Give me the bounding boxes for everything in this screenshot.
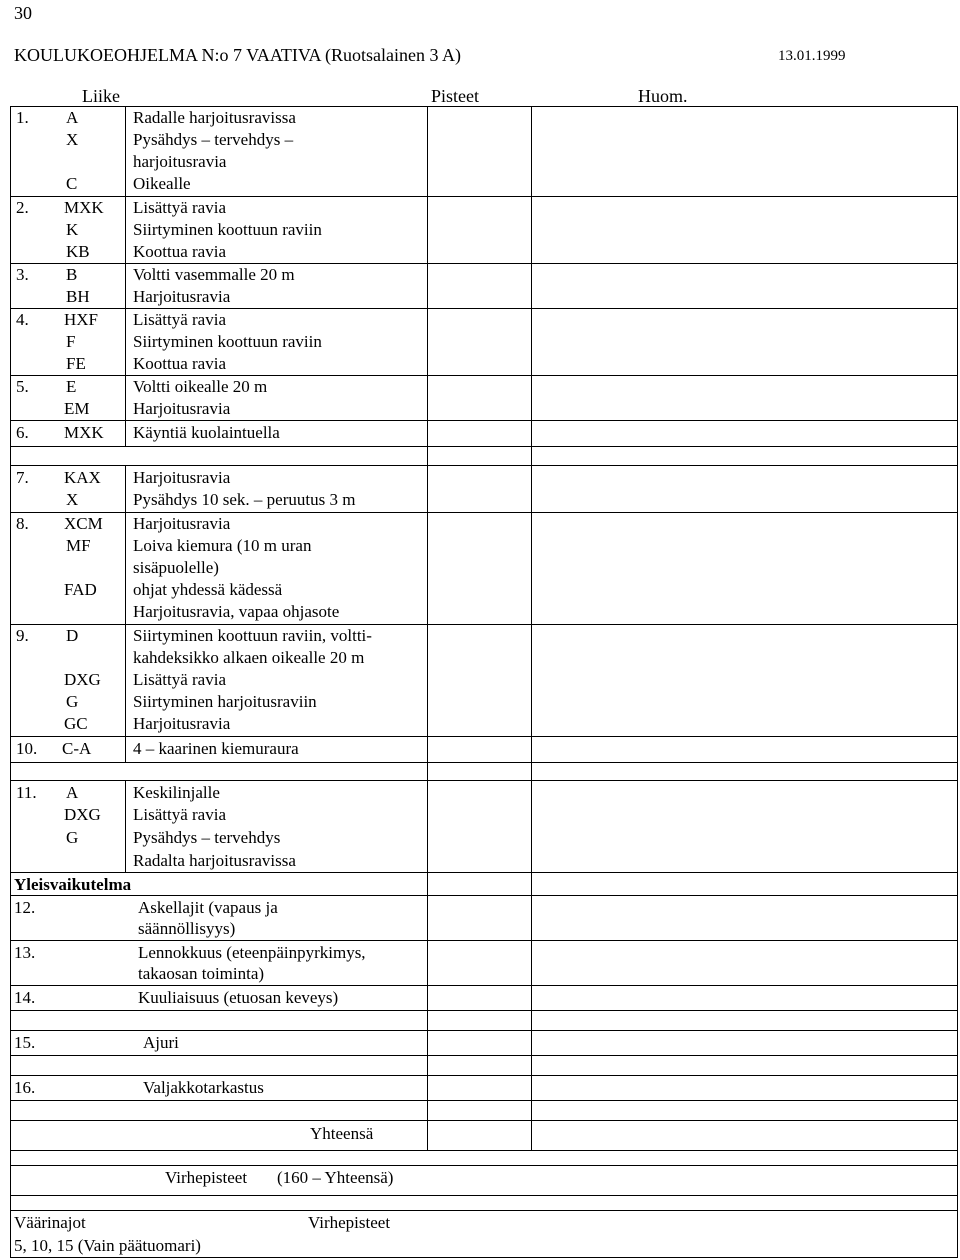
row-letter: K <box>66 220 79 239</box>
movement-text: harjoitusravia <box>133 152 227 171</box>
row-letter: B <box>66 265 78 284</box>
movement-text: Siirtyminen koottuun raviin <box>133 220 322 239</box>
row-letter: MXK <box>64 198 104 217</box>
row-letter: HXF <box>64 310 99 329</box>
row-letter: D <box>66 626 79 645</box>
row-number: 11. <box>16 783 37 802</box>
row-letter: A <box>66 108 79 127</box>
row-letter: XCM <box>64 514 103 533</box>
item-text: Askellajit (vapaus ja <box>138 898 278 917</box>
row-letter: A <box>66 783 79 802</box>
item-text: Ajuri <box>143 1033 179 1052</box>
row-letter: GC <box>64 714 88 733</box>
row-number: 7. <box>16 468 29 487</box>
row-number: 5. <box>16 377 29 396</box>
movement-text: Lisättyä ravia <box>133 310 226 329</box>
row-number: 2. <box>16 198 29 217</box>
max-score-note: (160 – Yhteensä) <box>277 1168 394 1187</box>
row-letter: FAD <box>64 580 97 599</box>
item-number: 12. <box>14 898 36 917</box>
movement-text: Pysähdys – tervehdys – <box>133 130 294 149</box>
movement-text: Harjoitusravia <box>133 399 231 418</box>
item-number: 14. <box>14 988 36 1007</box>
column-header-pisteet: Pisteet <box>431 86 479 106</box>
row-letter: C-A <box>62 739 92 758</box>
general-impression-heading: Yleisvaikutelma <box>14 875 132 894</box>
movement-text: Voltti oikealle 20 m <box>133 377 268 396</box>
row-letter: F <box>66 332 76 351</box>
row-letter: KB <box>66 242 90 261</box>
row-letter: G <box>66 828 79 847</box>
row-number: 3. <box>16 265 29 284</box>
movement-text: Radalta harjoitusravissa <box>133 851 296 870</box>
column-header-liike: Liike <box>82 86 120 106</box>
movement-text: sisäpuolelle) <box>133 558 219 577</box>
row-number: 8. <box>16 514 29 533</box>
wrong-course-label: Väärinajot <box>14 1213 86 1232</box>
item-number: 16. <box>14 1078 36 1097</box>
movement-text: Harjoitusravia, vapaa ohjasote <box>133 602 340 621</box>
page-number: 30 <box>14 3 32 23</box>
movement-text: Harjoitusravia <box>133 714 231 733</box>
movement-text: 4 – kaarinen kiemuraura <box>133 739 299 758</box>
movement-text: Harjoitusravia <box>133 514 231 533</box>
row-number: 4. <box>16 310 29 329</box>
movement-text: ohjat yhdessä kädessä <box>133 580 283 599</box>
movement-text: Siirtyminen harjoitusraviin <box>133 692 317 711</box>
row-letter: E <box>66 377 77 396</box>
row-letter: BH <box>66 287 90 306</box>
movement-text: Koottua ravia <box>133 354 226 373</box>
row-letter: KAX <box>64 468 101 487</box>
row-number: 10. <box>16 739 38 758</box>
row-number: 1. <box>16 108 29 127</box>
document-title: KOULUKOEOHJELMA N:o 7 VAATIVA (Ruotsalainen 3 A) <box>14 45 461 65</box>
item-number: 15. <box>14 1033 36 1052</box>
row-number: 6. <box>16 423 29 442</box>
document-date: 13.01.1999 <box>778 48 846 64</box>
row-letter: X <box>66 130 79 149</box>
row-letter: C <box>66 174 78 193</box>
movement-text: Koottua ravia <box>133 242 226 261</box>
row-letter: X <box>66 490 79 509</box>
movement-text: kahdeksikko alkaen oikealle 20 m <box>133 648 365 667</box>
movement-text: Siirtyminen koottuun raviin <box>133 332 322 351</box>
movement-text: Keskilinjalle <box>133 783 220 802</box>
item-text: Lennokkuus (eteenpäinpyrkimys, <box>138 943 366 962</box>
item-text: takaosan toiminta) <box>138 964 265 983</box>
row-letter: MF <box>66 536 91 555</box>
movement-text: Oikealle <box>133 174 191 193</box>
item-text: säännöllisyys) <box>138 919 236 938</box>
row-letter: EM <box>64 399 90 418</box>
row-letter: DXG <box>64 805 101 824</box>
footer-penalty-label: Virhepisteet <box>308 1213 391 1232</box>
row-letter: G <box>66 692 79 711</box>
movement-text: Harjoitusravia <box>133 287 231 306</box>
row-letter: FE <box>66 354 86 373</box>
row-letter: MXK <box>64 423 104 442</box>
movement-text: Radalle harjoitusravissa <box>133 108 296 127</box>
movement-text: Siirtyminen koottuun raviin, voltti- <box>133 626 372 645</box>
movement-text: Käyntiä kuolaintuella <box>133 423 280 442</box>
item-text: Valjakkotarkastus <box>143 1078 264 1097</box>
movement-text: Loiva kiemura (10 m uran <box>133 536 312 555</box>
movement-text: Lisättyä ravia <box>133 670 226 689</box>
penalty-points-label: Virhepisteet <box>165 1168 248 1187</box>
movement-text: Lisättyä ravia <box>133 805 226 824</box>
row-number: 9. <box>16 626 29 645</box>
item-text: Kuuliaisuus (etuosan keveys) <box>138 988 339 1007</box>
column-header-huom: Huom. <box>638 86 688 106</box>
row-letter: DXG <box>64 670 101 689</box>
footer-note: 5, 10, 15 (Vain päätuomari) <box>14 1236 201 1255</box>
item-number: 13. <box>14 943 36 962</box>
movement-text: Harjoitusravia <box>133 468 231 487</box>
movement-text: Lisättyä ravia <box>133 198 226 217</box>
total-label: Yhteensä <box>310 1124 374 1143</box>
movement-text: Pysähdys 10 sek. – peruutus 3 m <box>133 490 356 509</box>
movement-text: Pysähdys – tervehdys <box>133 828 281 847</box>
movement-text: Voltti vasemmalle 20 m <box>133 265 295 284</box>
